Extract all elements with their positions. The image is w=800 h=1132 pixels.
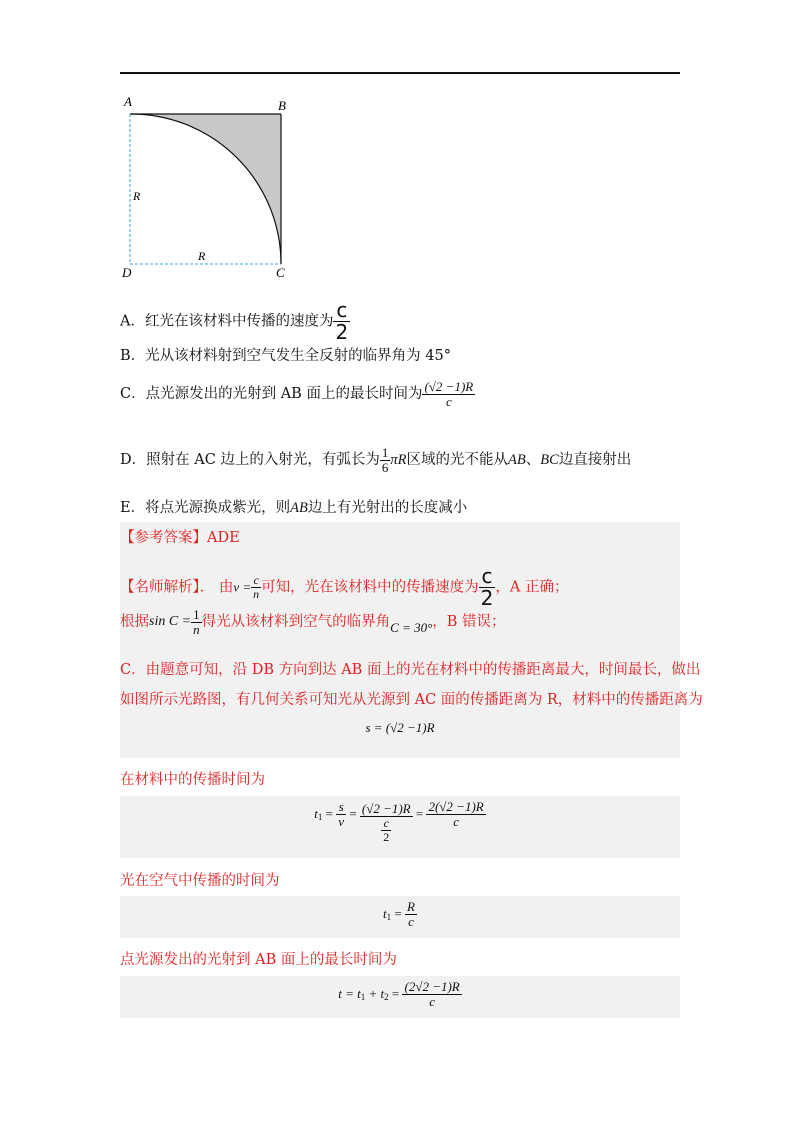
answer-label: 【参考答案】ADE [120,530,240,546]
equation-t1-material: $t_1$ = $\frac{s}{v}$ = $\frac{(√2 -1)R}{\frac{c}{2}}$ = $\frac{2(√2 -1)R}{c}$ [314,799,484,844]
label-a: A [124,94,132,109]
option-e: E．将点光源换成紫光，则AB边上有光射出的长度减小 [120,500,468,516]
fraction-max-time: $\frac{(√2 -1)R}{c}$ [424,379,474,409]
fraction-c-over-n: $\frac{c}{n}$ [253,573,260,601]
analysis-line-3: C．由题意可知，沿 DB 方向到达 AB 面上的光在材料中的传播距离最大，时间最长，做出 [120,662,701,678]
fraction-compound: $\frac{(√2 -1)R}{\frac{c}{2}}$ [361,801,411,844]
label-c: C [276,265,285,280]
fraction-r-over-c: $\frac{R}{c}$ [407,899,415,929]
equation-t1-air: $t_1$ = $\frac{R}{c}$ [383,899,415,929]
quarter-circle-figure [118,92,308,282]
fraction-total: $\frac{(2√2 -1)R}{c}$ [404,979,460,1009]
label-d: D [122,265,132,280]
equation-s: s = (√2 −1)R [365,720,435,735]
t3-label: 点光源发出的光射到 AB 面上的最长时间为 [120,952,397,968]
option-c: C．点光源发出的光射到 AB 面上的最长时间为 $\frac{(√2 -1)R}{c}$ [120,379,474,409]
fraction-s-over-v: $\frac{s}{v}$ [338,799,345,829]
option-b: B．光从该材料射到空气发生全反射的临界角为 45° [120,348,451,364]
fraction-result-1: $\frac{2(√2 -1)R}{c}$ [428,799,484,829]
analysis-line-4: 如图所示光路图，有几何关系可知光从光源到 AC 面的传播距离为 R，材料中的传播距离为 [120,692,703,708]
fraction-c-over-2: $\frac{c}{2}$ [335,298,349,344]
fraction-one-sixth: $\frac{1}{6}$ [381,445,389,475]
label-b: B [278,98,286,113]
option-a: A．红光在该材料中传播的速度为 $\frac{c}{2}$ [120,298,349,344]
shaded-region [130,114,281,264]
analysis-line-2: 根据sin C = $\frac{1}{n}$ 得光从该材料到空气的临界角C = 30°，B 错误； [120,607,506,637]
option-d: D．照射在 AC 边上的入射光，有弧长为 $\frac{1}{6}$ πR区域的光不能从AB、BC边直接射出 [120,445,632,475]
fraction-1-over-n: $\frac{1}{n}$ [193,607,200,637]
analysis-line-1: 【名师解析】． 由v = $\frac{c}{n}$ 可知，光在该材料中的传播速度为 $\frac{c}{2}$ ，A 正确； [120,564,569,610]
label-r-vertical: R [133,189,141,203]
equation-total-time: $t = t_1 + t_2$ = $\frac{(2√2 -1)R}{c}$ [338,979,460,1009]
header-rule [120,72,680,74]
t2-label: 光在空气中传播的时间为 [120,873,280,889]
fraction-c-over-2-analysis: $\frac{c}{2}$ [480,564,494,610]
t1-label: 在材料中的传播时间为 [120,772,265,788]
label-r-horizontal: R [198,249,206,263]
